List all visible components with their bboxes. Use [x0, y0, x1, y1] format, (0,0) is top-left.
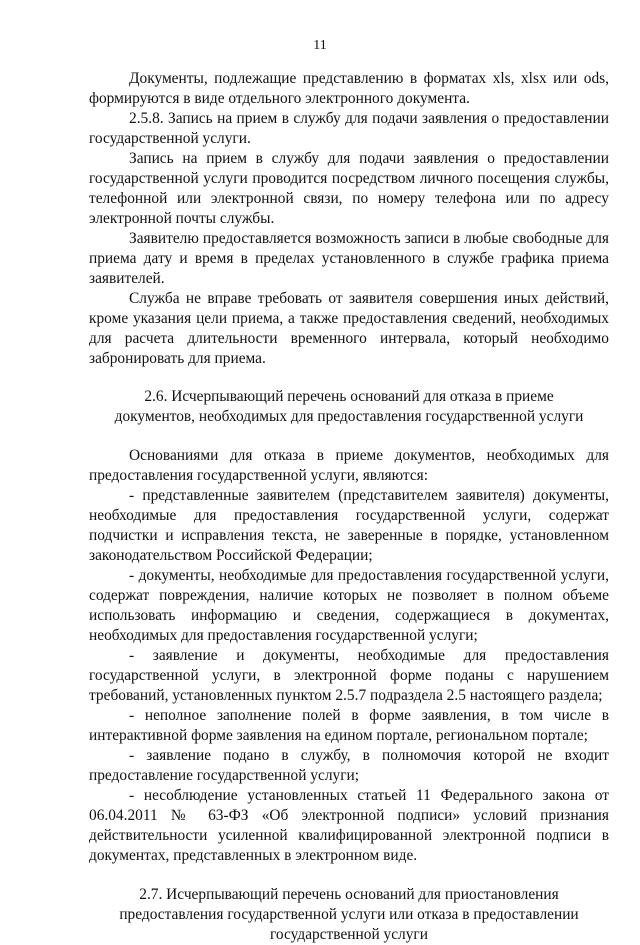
paragraph: Документы, подлежащие представлению в форматах xls, xlsx или ods, формируются в виде отдельного электронного документа.: [89, 70, 609, 107]
paragraph: Заявителю предоставляется возможность записи в любые свободные для приема дату и время в пределах установленного в службе графика приема заявителей.: [89, 230, 609, 287]
list-item: - заявление и документы, необходимые для предоставления государственной услуги, в электронной форме поданы с нарушением требований, установленных пунктом 2.5.7 подраздела 2.5 настоящего раздела;: [89, 647, 609, 704]
page-number: 11: [313, 38, 327, 53]
document-body: [89, 69, 609, 945]
section-heading-2-6: 2.6. Исчерпывающий перечень оснований для отказа в приеме документов, необходимых для предоставления государственной услуги: [114, 388, 584, 425]
paragraph: Запись на прием в службу для подачи заявления о предоставлении государственной услуги проводится посредством личного посещения службы, телефонной или электронной связи, по номеру телефона или по адресу электронной почты службы.: [89, 150, 609, 227]
section-heading-2-7: 2.7. Исчерпывающий перечень оснований для приостановления предоставления государственной услуги или отказа в предоставлении государственной услуги: [119, 886, 579, 943]
list-item: - представленные заявителем (представителем заявителя) документы, необходимые для предоставления государственной услуги, содержат подчистки и исправления текста, не заверенные в порядке, установленном законодательством Российской Федерации;: [89, 487, 609, 564]
list-item: - неполное заполнение полей в форме заявления, в том числе в интерактивной форме заявления на едином портале, региональном портале;: [89, 707, 609, 744]
list-item: - несоблюдение установленных статьей 11 Федерального закона от 06.04.2011 № 63-ФЗ «Об электронной подписи» условий признания действительности усиленной квалифицированной электронной подписи в документах, представленных в электронном виде.: [89, 787, 609, 864]
list-item: - документы, необходимые для предоставления государственной услуги, содержат повреждения, наличие которых не позволяет в полном объеме использовать информацию и сведения, содержащиеся в документах, необходимых для предоставления государственной услуги;: [89, 567, 609, 644]
list-item: - заявление подано в службу, в полномочия которой не входит предоставление государственной услуги;: [89, 747, 609, 784]
paragraph: Служба не вправе требовать от заявителя совершения иных действий, кроме указания цели приема, а также предоставления сведений, необходимых для расчета длительности временного интервала, который необходимо забронировать для приема.: [89, 290, 609, 367]
paragraph: Основаниями для отказа в приеме документов, необходимых для предоставления государственной услуги, являются:: [89, 447, 609, 484]
paragraph: 2.5.8. Запись на прием в службу для подачи заявления о предоставлении государственной услуги.: [89, 110, 609, 147]
